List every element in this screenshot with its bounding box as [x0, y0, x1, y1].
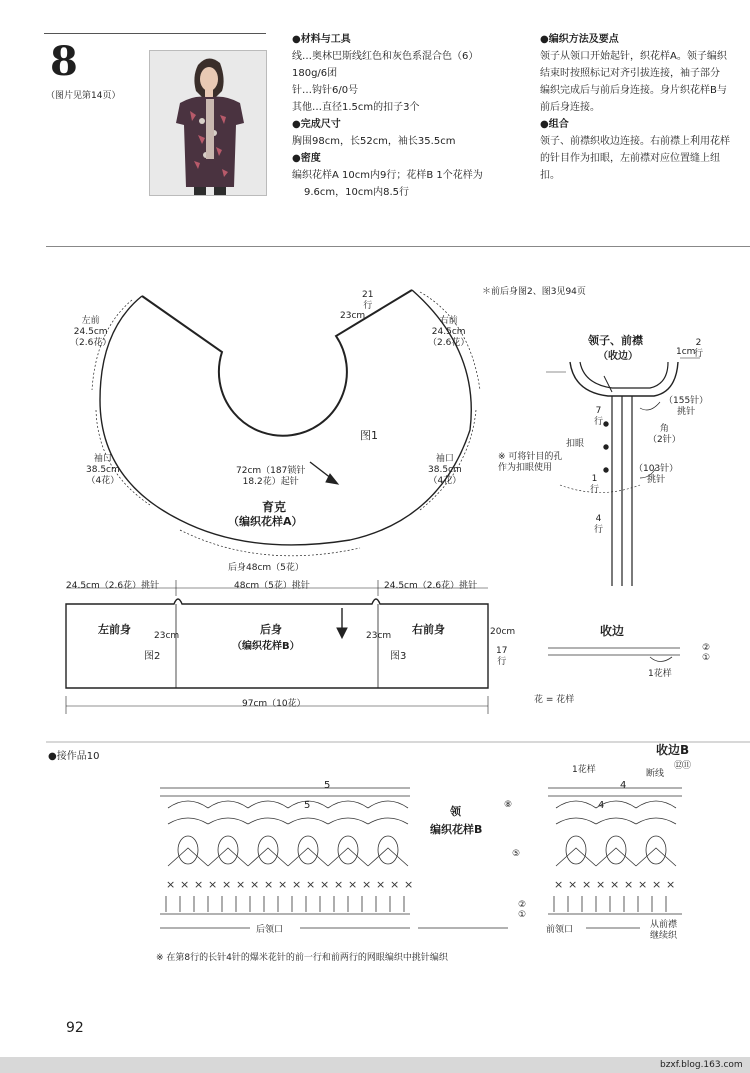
collar-top-cm: 1cm — [676, 347, 696, 357]
collar-chart-cut: 断线 — [646, 769, 665, 779]
collar-rows4: 4 行 — [594, 514, 604, 535]
size-line: 胸围98cm，长52cm，袖长35.5cm — [292, 136, 456, 147]
gauge-line: 9.6cm，10cm内8.5行 — [304, 187, 410, 198]
yoke-top-rows: 21 行 — [362, 290, 374, 311]
yoke-title: 育克 — [262, 500, 287, 514]
yoke-top-cm: 23cm — [340, 311, 366, 321]
row-mark-5: ⑤ — [512, 849, 521, 859]
edging-repeat: 1花样 — [648, 669, 672, 679]
arch-stitch — [556, 801, 596, 808]
edging-row1: ① — [702, 653, 711, 663]
mesh-stitch — [328, 848, 368, 866]
size-title: ●完成尺寸 — [292, 119, 341, 130]
arch-stitch — [168, 801, 208, 808]
single-crochet-mark: × — [624, 878, 634, 891]
method-line: 前后身连接。 — [540, 102, 600, 113]
single-crochet-mark: × — [376, 878, 386, 891]
page-number: 92 — [66, 1020, 84, 1036]
popcorn-stitch — [258, 836, 278, 864]
body-h-right: 23cm — [366, 631, 392, 641]
collar-title: 领子、前襟 — [588, 334, 643, 347]
arch-stitch — [248, 801, 288, 808]
yoke-back: 后身48cm（5花） — [228, 563, 304, 573]
assembly-line: 领子、前襟织收边连接。右前襟上利用花样 — [540, 136, 730, 147]
single-crochet-mark: × — [306, 878, 316, 891]
body-left-front: 左前身 — [98, 623, 131, 636]
arch-stitch — [208, 818, 248, 824]
arch-stitch — [168, 818, 208, 824]
yoke-fig-label: 图1 — [360, 429, 378, 442]
collar-chart-edge-title: 收边B — [656, 743, 690, 757]
collar-rows7: 7 行 — [594, 406, 604, 427]
method-title: ●编织方法及要点 — [540, 34, 619, 45]
popcorn-stitch — [178, 836, 198, 864]
edging-legend: 花 = 花样 — [534, 695, 575, 705]
single-crochet-mark: × — [236, 878, 246, 891]
arch-stitch — [556, 818, 596, 824]
popcorn-stitch — [338, 836, 358, 864]
materials-line: 针…钩针6/0号 — [292, 85, 359, 96]
row-mark-12: ⑫ — [674, 761, 684, 771]
materials-line: 线…奥林巴斯线红色和灰色系混合色（6） — [292, 51, 479, 62]
single-crochet-mark: × — [638, 878, 648, 891]
pattern-number: 8 — [50, 38, 78, 85]
single-crochet-mark: × — [568, 878, 578, 891]
single-crochet-mark: × — [264, 878, 274, 891]
body-fig2: 图2 — [144, 651, 161, 662]
collar-corner: 角 （2针） — [648, 424, 681, 445]
arch-stitch — [636, 818, 676, 824]
method-line: 编织完成后与前后身连接。身片织花样B与 — [540, 85, 727, 96]
yoke-right-front: 右前 24.5cm （2.6花） — [428, 316, 470, 348]
body-right-front: 右前身 — [412, 623, 445, 636]
single-crochet-mark: × — [222, 878, 232, 891]
single-crochet-mark: × — [582, 878, 592, 891]
materials-line: 其他…直径1.5cm的扣子3个 — [292, 102, 420, 113]
single-crochet-mark: × — [554, 878, 564, 891]
body-fig3: 图3 — [390, 651, 407, 662]
mesh-stitch — [556, 848, 596, 866]
row-mark-2: ② — [518, 900, 527, 910]
arch-stitch — [636, 801, 676, 808]
body-back: 后身 — [260, 623, 282, 636]
mesh-stitch — [208, 848, 248, 866]
popcorn-stitch — [646, 836, 666, 864]
popcorn-stitch — [566, 836, 586, 864]
mesh-stitch — [168, 848, 208, 866]
collar-chart-row-left: 5 — [324, 780, 331, 791]
body-left-pick: 24.5cm（2.6花）挑针 — [66, 581, 160, 591]
mesh-stitch — [368, 848, 408, 866]
single-crochet-mark: × — [666, 878, 676, 891]
edging-row2: ② — [702, 643, 711, 653]
body-back-sub: （编织花样B） — [232, 641, 300, 652]
yoke-inner-edge: 72cm（187锁针 18.2花）起针 — [236, 466, 306, 487]
materials-title: ●材料与工具 — [292, 34, 351, 45]
body-rows-side: 17 行 — [496, 646, 508, 667]
body-h-left: 23cm — [154, 631, 180, 641]
materials-line: 180g/6团 — [292, 68, 338, 79]
single-crochet-mark: × — [194, 878, 204, 891]
yoke-note: ＊前后身图2、图3见94页 — [482, 287, 586, 297]
collar-chart-footnote: ※ 在第8行的长针4针的爆米花针的前一行和前两行的网眼编织中挑针编织 — [156, 953, 448, 963]
single-crochet-mark: × — [362, 878, 372, 891]
single-crochet-mark: × — [390, 878, 400, 891]
mesh-stitch — [636, 848, 676, 866]
single-crochet-mark: × — [166, 878, 176, 891]
body-mid-pick: 48cm（5花）挑针 — [234, 581, 310, 591]
collar-chart-subtitle: 编织花样B — [430, 823, 483, 836]
arch-stitch — [596, 818, 636, 824]
arch-stitch — [328, 801, 368, 808]
collar-chart-repeat: 1花样 — [572, 765, 596, 775]
row-mark-8: ⑧ — [504, 800, 513, 810]
assembly-line: 扣。 — [540, 170, 560, 181]
gauge-title: ●密度 — [292, 153, 321, 164]
method-line: 结束时按照标记对齐引拔连接，袖子部分 — [540, 68, 720, 79]
gauge-line: 编织花样A 10cm内9行；花样B 1个花样为 — [292, 170, 483, 181]
watermark: bzxf.blog.163.com — [660, 1060, 743, 1070]
row-mark-11: ⑪ — [682, 761, 692, 771]
single-crochet-mark: × — [250, 878, 260, 891]
mesh-stitch — [288, 848, 328, 866]
arch-stitch — [368, 801, 408, 808]
assembly-title: ●组合 — [540, 119, 569, 130]
popcorn-stitch — [298, 836, 318, 864]
body-h-side: 20cm — [490, 627, 516, 637]
collar-stitches-155: （155针） 挑针 — [664, 396, 709, 417]
arch-stitch — [248, 818, 288, 824]
yoke-right-sleeve: 袖口 38.5cm （4花） — [428, 454, 462, 486]
yoke-left-sleeve: 袖口 38.5cm （4花） — [86, 454, 120, 486]
yoke-subtitle: （编织花样A） — [228, 515, 303, 528]
collar-chart-row-right-b: 4 — [598, 800, 605, 811]
photo-reference: （图片见第14页） — [46, 91, 121, 101]
arch-stitch — [328, 818, 368, 824]
method-line: 领子从领口开始起针，织花样A。领子编织 — [540, 51, 727, 62]
body-width: 97cm（10花） — [242, 699, 306, 709]
row-mark-1: ① — [518, 910, 527, 920]
arch-stitch — [288, 818, 328, 824]
single-crochet-mark: × — [334, 878, 344, 891]
single-crochet-mark: × — [596, 878, 606, 891]
popcorn-stitch — [218, 836, 238, 864]
arch-stitch — [368, 818, 408, 824]
collar-subtitle: （收边） — [598, 351, 638, 362]
mesh-stitch — [596, 848, 636, 866]
single-crochet-mark: × — [404, 878, 414, 891]
assembly-line: 的针目作为扣眼，左前襟对应位置缝上纽 — [540, 153, 720, 164]
collar-chart-row-left-b: 5 — [304, 800, 311, 811]
single-crochet-mark: × — [610, 878, 620, 891]
collar-note-hole: ※ 可将针目的孔 作为扣眼使用 — [498, 452, 563, 473]
arch-stitch — [208, 801, 248, 808]
collar-rows1: 1 行 — [590, 474, 600, 495]
single-crochet-mark: × — [208, 878, 218, 891]
collar-chart-row-right: 4 — [620, 780, 627, 791]
single-crochet-mark: × — [348, 878, 358, 891]
single-crochet-mark: × — [652, 878, 662, 891]
collar-chart-title: 领 — [450, 805, 461, 818]
collar-chart-back-neck: 后领口 — [256, 925, 284, 935]
collar-buttonhole: 扣眼 — [566, 439, 585, 449]
collar-chart-from-front: 从前襟 继续织 — [650, 920, 678, 941]
body-right-pick: 24.5cm（2.6花）挑针 — [384, 581, 478, 591]
collar-chart-front-neck: 前领口 — [546, 925, 574, 935]
popcorn-stitch — [378, 836, 398, 864]
single-crochet-mark: × — [320, 878, 330, 891]
collar-chart-section: ●接作品10 — [48, 751, 100, 762]
popcorn-stitch — [606, 836, 626, 864]
single-crochet-mark: × — [292, 878, 302, 891]
collar-top-rows: 2 行 — [694, 338, 704, 359]
edging-chart — [548, 648, 680, 662]
footer-bar — [0, 1057, 750, 1073]
single-crochet-mark: × — [278, 878, 288, 891]
yoke-left-front: 左前 24.5cm （2.6花） — [70, 316, 112, 348]
collar-stitches-103: （103针） 挑针 — [634, 464, 679, 485]
mesh-stitch — [248, 848, 288, 866]
edging-title: 收边 — [600, 624, 625, 638]
single-crochet-mark: × — [180, 878, 190, 891]
